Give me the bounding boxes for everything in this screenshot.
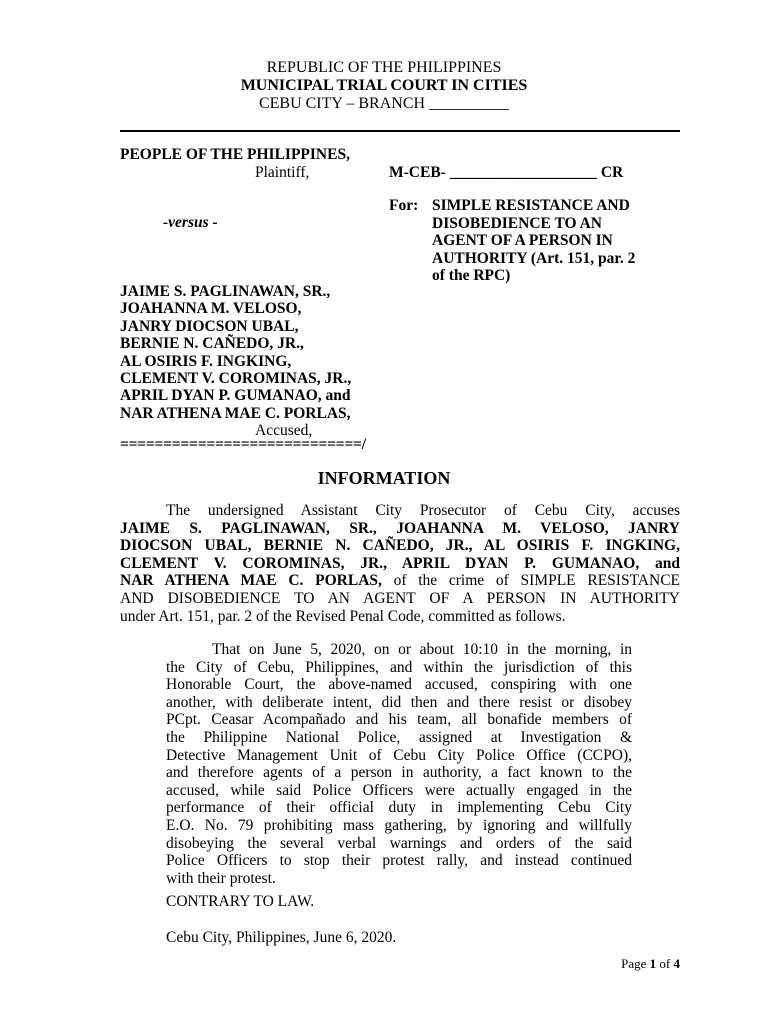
body-line: the Philippine National Police, assigned at Investigation & — [166, 728, 632, 746]
header-republic: REPUBLIC OF THE PHILIPPINES — [266, 59, 502, 76]
contrary-to-law: CONTRARY TO LAW. — [166, 893, 315, 910]
body-line: with their protest. — [166, 869, 276, 887]
case-number — [389, 164, 623, 182]
case-number-suffix: CR — [600, 164, 624, 181]
page-total: 4 — [673, 956, 680, 971]
page-number — [621, 956, 680, 972]
body-line: Detective Management Unit of Cebu City Police Office (CCPO), — [166, 746, 632, 764]
intro-line: The undersigned Assistant City Prosecutor of Cebu City, accuses — [166, 502, 680, 519]
header-branch: CEBU CITY – BRANCH __________ — [258, 95, 510, 112]
body-paragraph — [166, 641, 632, 887]
intro-line: CLEMENT V. COROMINAS, JR., APRIL DYAN P. GUMANAO, and — [120, 554, 680, 572]
accused-name: BERNIE N. CAÑEDO, JR., — [120, 335, 304, 353]
body-line: another, with deliberate intent, did then and there resist or disobey — [166, 693, 632, 711]
offense-line: AGENT OF A PERSON IN — [432, 232, 613, 249]
offense-description — [432, 197, 635, 285]
versus-label: -versus - — [163, 214, 218, 231]
for-label: For: — [389, 197, 419, 214]
body-line: the City of Cebu, Philippines, and within the jurisdiction of this — [166, 658, 632, 676]
body-line: PCpt. Ceasar Acompañado and his team, all bonafide members of — [166, 711, 632, 729]
body-line: performance of their official duty in implementing Cebu City — [166, 799, 632, 817]
offense-line: of the RPC) — [432, 267, 511, 284]
body-line: accused, while said Police Officers were actually engaged in the — [166, 781, 632, 799]
page-word: Page — [621, 956, 647, 971]
offense-line: SIMPLE RESISTANCE AND — [432, 197, 630, 214]
of-word: of — [659, 956, 671, 971]
accused-name: NAR ATHENA MAE C. PORLAS, — [120, 404, 351, 422]
body-line: and therefore agents of a person in authority, a fact known to the — [166, 764, 632, 782]
intro-line: JAIME S. PAGLINAWAN, SR., JOAHANNA M. VELOSO, JANRY — [120, 519, 680, 537]
accused-name: JAIME S. PAGLINAWAN, SR., — [120, 283, 331, 300]
accused-name: AL OSIRIS F. INGKING, — [120, 352, 292, 370]
body-line: disobeying the several verbal warnings and orders of the said — [166, 834, 632, 852]
plaintiff-name: PEOPLE OF THE PHILIPPINES, — [120, 146, 350, 163]
caption-separator: ============================/ — [120, 436, 366, 453]
accused-name: CLEMENT V. COROMINAS, JR., — [120, 370, 352, 388]
offense-line: AUTHORITY (Art. 151, par. 2 — [432, 249, 636, 267]
place-and-date: Cebu City, Philippines, June 6, 2020. — [166, 929, 397, 946]
body-line: Police Officers to stop their protest rally, and instead continued — [166, 852, 632, 870]
intro-line — [120, 572, 680, 590]
header-divider — [120, 130, 680, 132]
intro-line: under Art. 151, par. 2 of the Revised Penal Code, committed as follows. — [120, 607, 566, 625]
accused-name: JANRY DIOCSON UBAL, — [120, 317, 299, 335]
accused-list — [120, 283, 351, 422]
body-line: Honorable Court, the above-named accused, conspiring with one — [166, 676, 632, 694]
case-number-blank: ___________________ — [449, 164, 597, 181]
accused-name: JOAHANNA M. VELOSO, — [120, 300, 302, 318]
plaintiff-role: Plaintiff, — [255, 164, 310, 181]
accused-role: Accused, — [255, 422, 313, 439]
page-current: 1 — [649, 956, 657, 971]
intro-text: of the crime of SIMPLE RESISTANCE — [381, 572, 680, 590]
intro-line: DIOCSON UBAL, BERNIE N. CAÑEDO, JR., AL OSIRIS F. INGKING, — [120, 537, 680, 555]
body-line: That on June 5, 2020, on or about 10:10 in the morning, in — [212, 641, 632, 658]
header-court: MUNICIPAL TRIAL COURT IN CITIES — [240, 77, 528, 94]
intro-bold-name: NAR ATHENA MAE C. PORLAS, — [120, 572, 382, 590]
intro-paragraph — [120, 502, 680, 625]
document-title: INFORMATION — [317, 468, 451, 488]
offense-line: DISOBEDIENCE TO AN — [432, 214, 602, 232]
body-line: E.O. No. 79 prohibiting mass gathering, by ignoring and willfully — [166, 816, 632, 834]
case-number-label: M-CEB- — [389, 164, 446, 181]
accused-name: APRIL DYAN P. GUMANAO, and — [120, 387, 351, 405]
intro-line: AND DISOBEDIENCE TO AN AGENT OF A PERSON IN AUTHORITY — [120, 589, 680, 607]
